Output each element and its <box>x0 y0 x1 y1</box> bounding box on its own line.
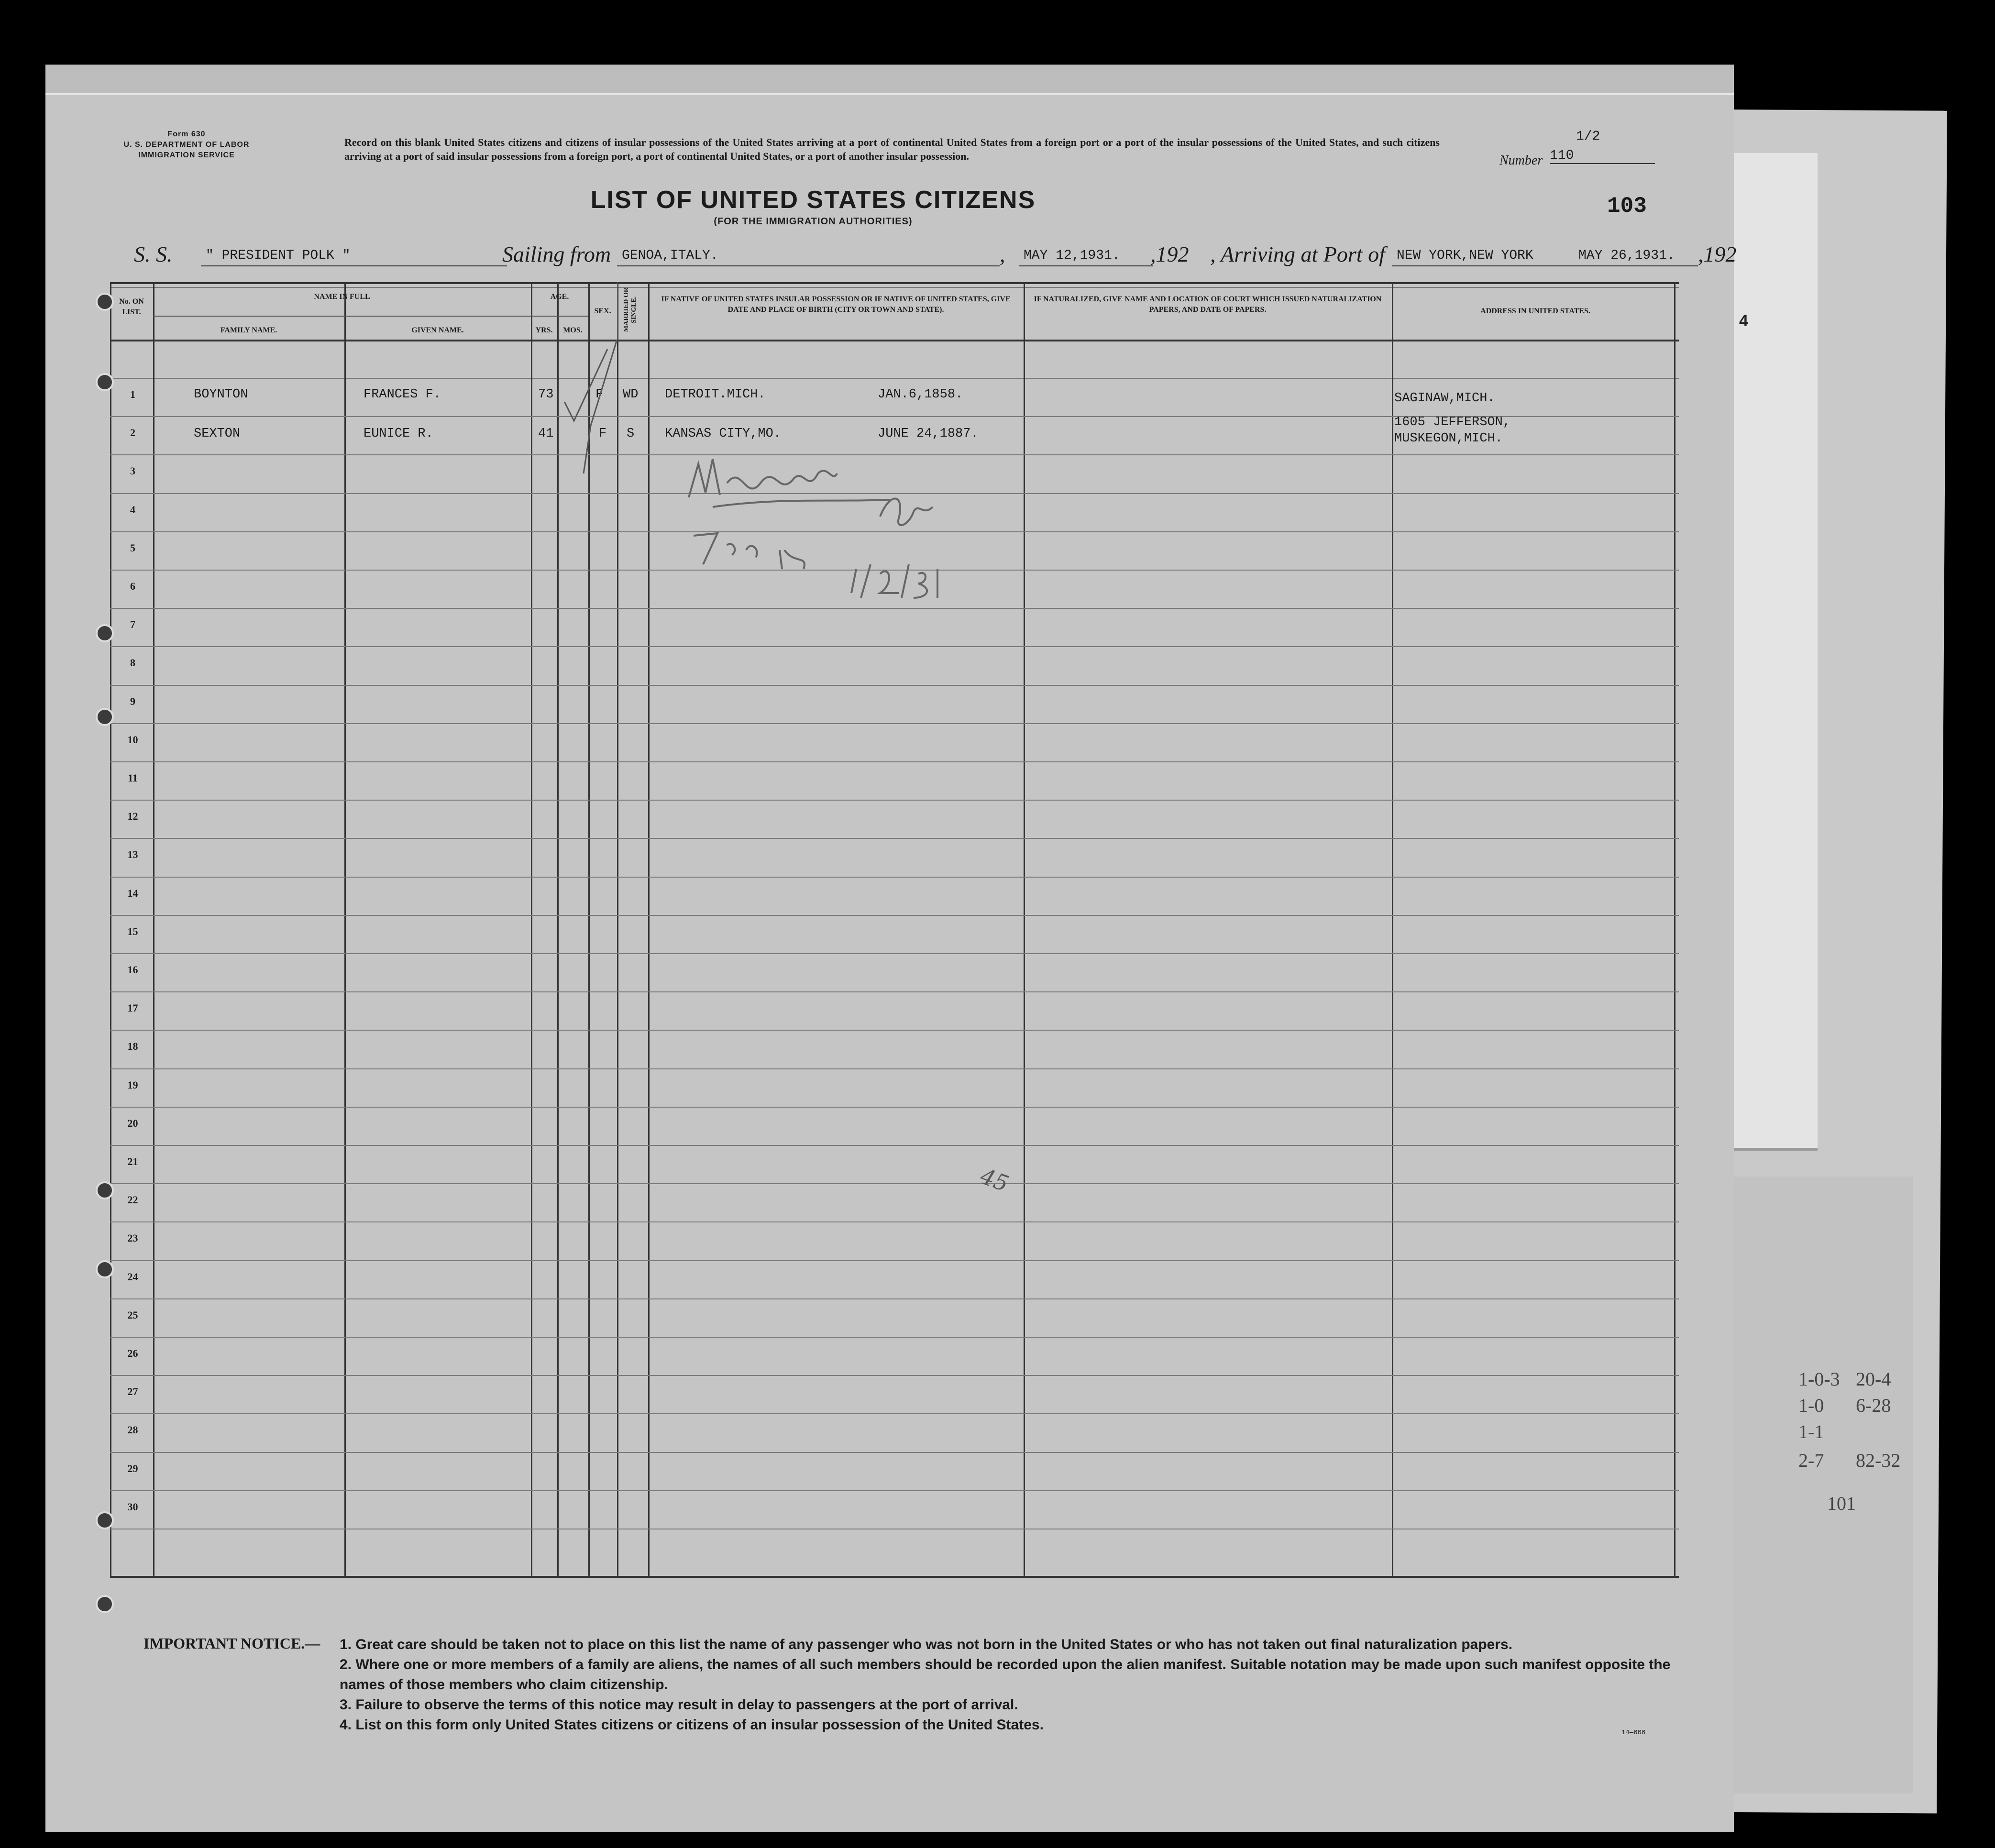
margin-figure: 1-0-3 <box>1798 1368 1840 1390</box>
row-line <box>110 838 1679 839</box>
form-code: 14—606 <box>1621 1729 1646 1737</box>
family-name-cell: BOYNTON <box>194 387 248 402</box>
row-number: 29 <box>127 1462 138 1474</box>
year-suffix: , 192 <box>1150 242 1189 266</box>
department: U. S. DEPARTMENT OF LABOR <box>123 141 250 149</box>
birthplace-cell: KANSAS CITY,MO. <box>665 427 782 441</box>
row-line <box>110 1452 1679 1453</box>
row-line <box>110 1068 1679 1069</box>
service: IMMIGRATION SERVICE <box>138 151 235 159</box>
form-agency-block <box>96 129 277 161</box>
address-cell: MUSKEGON,MICH. <box>1394 431 1503 446</box>
row-line <box>110 1030 1679 1031</box>
row-number: 18 <box>127 1040 138 1053</box>
age-years-cell: 73 <box>538 387 554 402</box>
row-line <box>110 761 1679 762</box>
margin-figure: 1-0 <box>1798 1395 1824 1416</box>
voyage-line <box>134 242 1737 270</box>
row-number: 22 <box>127 1194 138 1206</box>
given-name-cell: FRANCES F. <box>364 387 441 402</box>
row-line <box>110 1145 1679 1146</box>
row-number: 23 <box>127 1232 138 1244</box>
sex-cell: F <box>599 427 607 441</box>
birthdate-cell: JAN.6,1858. <box>878 387 963 402</box>
number-label: Number <box>1499 153 1543 168</box>
row-number: 1 <box>130 388 135 400</box>
sailing-date: MAY 12,1931. <box>1024 248 1120 263</box>
ship-name: " PRESIDENT POLK " <box>206 248 351 263</box>
row-line <box>110 1490 1679 1491</box>
document-title: LIST OF UNITED STATES CITIZENS <box>590 186 1036 214</box>
row-line <box>110 646 1679 647</box>
row-number: 26 <box>127 1347 138 1359</box>
notice-heading: IMPORTANT NOTICE.— <box>143 1635 320 1652</box>
col-line <box>648 282 650 1578</box>
sex-cell: F <box>595 387 604 402</box>
col-line <box>588 282 590 1578</box>
row-line <box>110 877 1679 878</box>
binder-hole <box>96 1181 114 1199</box>
sailing-label: Sailing from <box>502 242 611 266</box>
sailing-from-underline <box>617 265 1000 266</box>
address-cell: 1605 JEFFERSON, <box>1394 415 1511 429</box>
margin-figure: 101 <box>1827 1493 1856 1514</box>
given-name-cell: EUNICE R. <box>364 427 433 441</box>
birthdate-cell: JUNE 24,1887. <box>878 427 979 441</box>
row-number: 13 <box>127 848 138 861</box>
row-number: 6 <box>130 580 135 592</box>
address-cell: SAGINAW,MICH. <box>1394 391 1495 406</box>
header-sex: SEX. <box>594 307 611 315</box>
header-naturalized: IF NATURALIZED, GIVE NAME AND LOCATION OF COURT WHICH ISSUED NATURALIZATION PAPERS, AND DATE OF PAPERS. <box>1034 295 1382 314</box>
row-number: 21 <box>127 1155 138 1167</box>
binder-hole <box>96 1595 114 1613</box>
binder-hole <box>96 293 114 311</box>
header-given-name: GIVEN NAME. <box>411 326 464 334</box>
row-number: 2 <box>130 427 135 439</box>
row-line <box>110 1221 1679 1222</box>
row-number: 7 <box>130 618 135 631</box>
row-number: 20 <box>127 1117 138 1129</box>
col-line <box>1024 282 1025 1578</box>
row-number: 10 <box>127 733 138 746</box>
row-number: 24 <box>127 1270 138 1283</box>
ship-name-underline <box>201 265 507 266</box>
record-instructions: Record on this blank United States citizens and citizens of insular possessions of the United States arriving at a port of continental United States from a foreign port or a port of the insular possessions of the United States, and such citizens arriving at a port of said insular possessions from a foreign port, a port of continental United States, or a port of another insular possession. <box>344 136 1440 162</box>
family-name-cell: SEXTON <box>194 427 241 441</box>
row-line <box>110 1337 1679 1338</box>
row-number: 9 <box>130 695 135 707</box>
header-name-in-full: NAME IN FULL <box>314 293 370 301</box>
row-line <box>110 1413 1679 1414</box>
table-bottom-border <box>110 1576 1679 1578</box>
row-line <box>110 1298 1679 1299</box>
col-line <box>557 282 559 1578</box>
row-line <box>110 1375 1679 1376</box>
row-line <box>110 953 1679 954</box>
col-line <box>617 282 618 1578</box>
row-number: 25 <box>127 1309 138 1321</box>
row-line <box>110 1107 1679 1108</box>
row-line <box>110 1183 1679 1184</box>
col-line <box>1674 282 1675 1578</box>
row-number: 3 <box>130 465 135 477</box>
binder-hole <box>96 373 114 391</box>
margin-figure: 1-1 <box>1798 1421 1824 1442</box>
arrival-underline <box>1392 265 1698 266</box>
check-marks <box>555 330 622 473</box>
document-subtitle: (FOR THE IMMIGRATION AUTHORITIES) <box>714 216 913 227</box>
notice-item: 2. Where one or more members of a family are aliens, the names of all such members should be recorded upon the alien manifest. Suitable notation may be made upon such manifest opposite the names of those members who claim citizenship. <box>340 1657 1671 1693</box>
row-number: 12 <box>127 810 138 823</box>
row-number: 4 <box>130 503 135 516</box>
header-family-name: FAMILY NAME. <box>220 326 277 334</box>
notice-item: 4. List on this form only United States citizens or citizens of an insular possession of the United States. <box>340 1717 1044 1733</box>
side-page-number: 4 <box>1739 312 1748 330</box>
row-number: 5 <box>130 541 135 554</box>
notice-item: 3. Failure to observe the terms of this notice may result in delay to passengers at the port of arrival. <box>340 1697 1018 1713</box>
arriving-label: , Arriving at Port of <box>1210 242 1385 266</box>
header-mos: MOS. <box>563 326 583 334</box>
row-line <box>110 800 1679 801</box>
row-number: 17 <box>127 1002 138 1014</box>
row-number: 19 <box>127 1078 138 1091</box>
pencil-mark: 45 <box>977 1163 1013 1197</box>
form-number: Form 630 <box>167 130 206 138</box>
row-number: 14 <box>127 887 138 899</box>
arrival-port: NEW YORK,NEW YORK <box>1397 248 1533 263</box>
binder-hole <box>96 1260 114 1278</box>
comma: , <box>1000 242 1005 266</box>
inspector-signature <box>684 454 1019 617</box>
margin-figure: 6-28 <box>1856 1395 1891 1416</box>
sheet-top-edge <box>45 65 1734 95</box>
header-age: AGE. <box>550 293 569 301</box>
marital-cell: S <box>627 427 635 441</box>
margin-figure: 20-4 <box>1856 1368 1891 1390</box>
row-number: 15 <box>127 925 138 937</box>
marital-cell: WD <box>623 387 639 402</box>
header-married-single: MARRIED OR SINGLE. <box>623 287 638 332</box>
row-line <box>110 1260 1679 1261</box>
row-number: 8 <box>130 657 135 669</box>
row-number: 27 <box>127 1386 138 1398</box>
header-no-on-list: No. ON LIST. <box>119 297 144 316</box>
header-yrs: YRS. <box>535 326 553 334</box>
page-number: 103 <box>1607 194 1647 219</box>
binder-hole <box>96 624 114 642</box>
sailing-from: GENOA,ITALY. <box>622 248 718 263</box>
ss-label: S. S. <box>134 242 173 266</box>
row-number: 11 <box>128 772 138 784</box>
row-line <box>110 723 1679 724</box>
col-line <box>531 282 532 1578</box>
row-line <box>110 991 1679 992</box>
col-line <box>344 282 346 1578</box>
margin-figure: 82-32 <box>1856 1450 1901 1471</box>
name-subheader-line <box>153 316 531 317</box>
background-page-lower <box>1703 1177 1913 1793</box>
row-number: 16 <box>127 964 138 976</box>
header-address: ADDRESS IN UNITED STATES. <box>1480 307 1590 315</box>
birthplace-cell: DETROIT.MICH. <box>665 387 766 402</box>
row-number: 30 <box>127 1500 138 1513</box>
age-subheader-line <box>531 316 588 317</box>
header-birth: IF NATIVE OF UNITED STATES INSULAR POSSESSION OR IF NATIVE OF UNITED STATES, GIVE DATE AND PLACE OF BIRTH (CITY OR TOWN AND STATE). <box>661 295 1011 314</box>
binder-hole <box>96 1511 114 1529</box>
row-line <box>110 915 1679 916</box>
row-number: 28 <box>127 1424 138 1436</box>
year-suffix: , 192 <box>1698 242 1737 266</box>
citizens-table <box>110 282 1679 1578</box>
arrival-date: MAY 26,1931. <box>1578 248 1675 263</box>
margin-figure: 2-7 <box>1798 1450 1824 1471</box>
notice-item: 1. Great care should be taken not to place on this list the name of any passenger who was not born in the United States or who has not taken out final naturalization papers. <box>340 1637 1513 1652</box>
age-years-cell: 41 <box>538 427 554 441</box>
sailing-date-underline <box>1019 265 1153 266</box>
row-line <box>110 685 1679 686</box>
number-value: 110 <box>1550 148 1655 164</box>
number-fraction: 1/2 <box>1576 129 1600 144</box>
binder-hole <box>96 708 114 726</box>
col-line <box>1392 282 1393 1578</box>
